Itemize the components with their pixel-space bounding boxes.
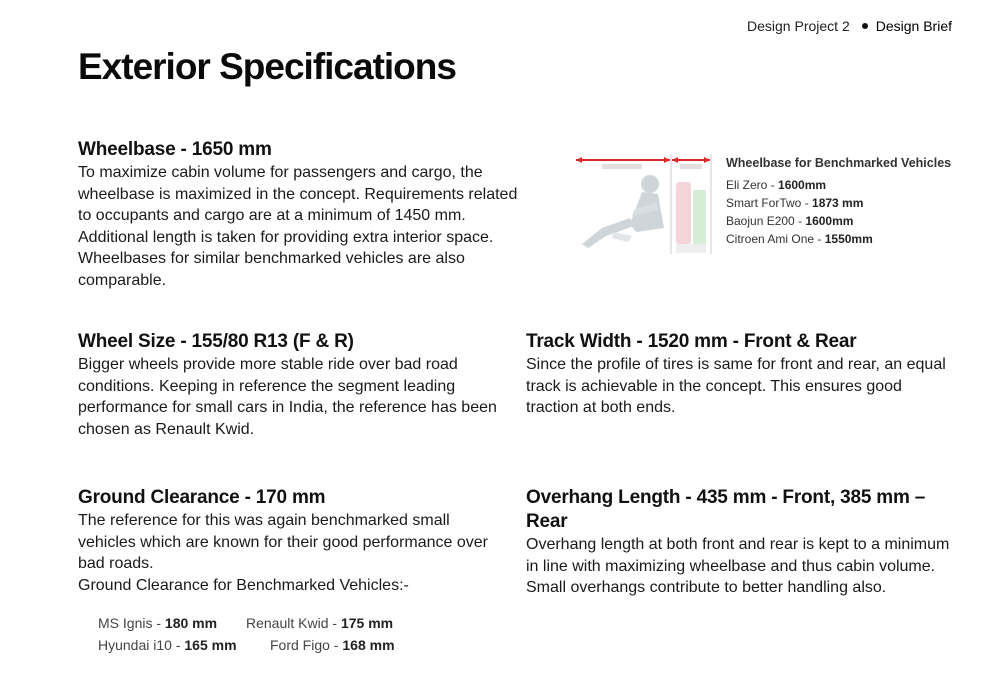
list-item: Smart ForTwo - 1873 mm: [726, 196, 864, 210]
list-item: Eli Zero - 1600mm: [726, 178, 827, 192]
page-title: Exterior Specifications: [78, 46, 456, 87]
table-cell: Ford Figo - 168 mm: [270, 637, 395, 653]
wheelbase-body: To maximize cabin volume for passengers and cargo, the wheelbase is maximized in the concept. Requirements related to occupants and cargo are at a minimum of 1450 mm. Additional length is taken for providing extra interior space. Wheelbases for similar benchmarked vehicles are also comparable.: [78, 164, 518, 289]
section-label: Design Brief: [875, 18, 952, 34]
wheel-size-body: Bigger wheels provide more stable ride over bad road conditions. Keeping in reference the segment leading performance for small cars in India, the reference has been chosen as Renault Kwid.: [78, 356, 497, 438]
ground-clearance-section: [78, 486, 508, 596]
ground-clearance-list-heading: Ground Clearance for Benchmarked Vehicles:-: [78, 576, 409, 594]
wheelbase-title: Wheelbase - 1650 mm: [78, 139, 272, 160]
track-width-section: [526, 330, 956, 419]
ground-clearance-body: The reference for this was again benchmarked small vehicles which are known for their good performance over bad roads.: [78, 512, 488, 572]
wheelbase-benchmark-list: [726, 156, 951, 248]
table-cell: Renault Kwid - 175 mm: [246, 615, 394, 631]
track-width-body: Since the profile of tires is same for front and rear, an equal track is achievable in the concept. This ensures good traction at both ends.: [526, 356, 946, 416]
overhang-body: Overhang length at both front and rear is kept to a minimum in line with maximizing wheelbase and thus cabin volume. Small overhangs contribute to better handling also.: [526, 536, 950, 596]
wheelbase-section: [78, 138, 528, 291]
header: [747, 18, 952, 34]
wheel-size-section: [78, 330, 508, 440]
list-item: Citroen Ami One - 1550mm: [726, 232, 873, 246]
benchmark-title: Wheelbase for Benchmarked Vehicles: [726, 156, 952, 170]
table-cell: Hyundai i10 - 165 mm: [98, 637, 237, 653]
bullet-icon: [862, 23, 868, 29]
project-label: Design Project 2: [747, 18, 850, 34]
table-cell: MS Ignis - 180 mm: [98, 615, 218, 631]
occupant-package-diagram: [572, 152, 722, 262]
overhang-section: [526, 486, 966, 599]
list-item: Baojun E200 - 1600mm: [726, 214, 854, 228]
track-width-title: Track Width - 1520 mm - Front & Rear: [526, 331, 857, 352]
overhang-title: Overhang Length - 435 mm - Front, 385 mm – Rear: [526, 487, 926, 532]
wheel-size-title: Wheel Size - 155/80 R13 (F & R): [78, 331, 354, 352]
wheelbase-benchmark-figure: [572, 152, 967, 264]
ground-clearance-title: Ground Clearance - 170 mm: [78, 487, 326, 508]
